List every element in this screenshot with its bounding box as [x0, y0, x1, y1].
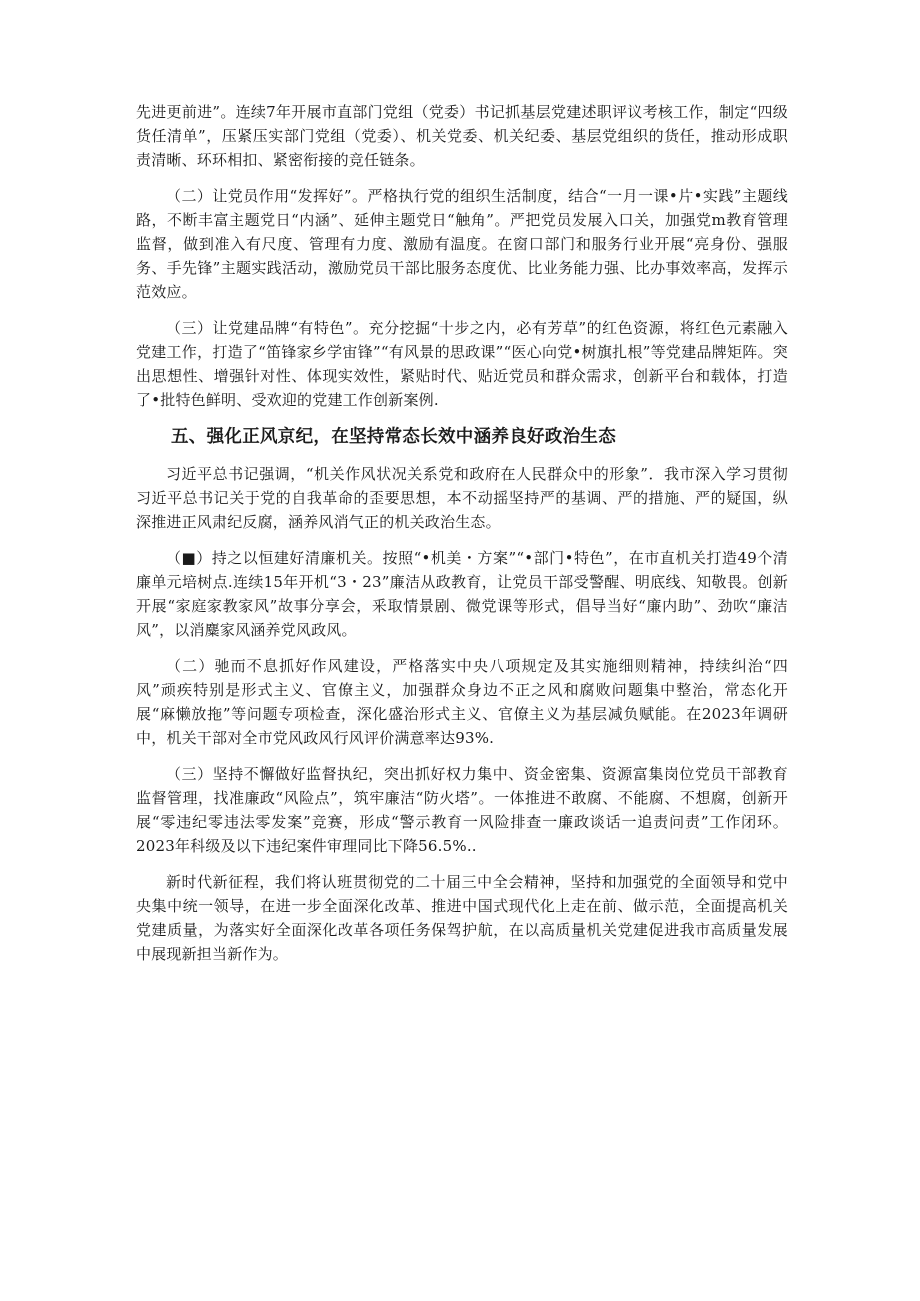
paragraph-clean-organs: （■）持之以恒建好清廉机关。按照“•机美・方案”“•部门•特色”，在市直机关打造49个清廉单元培树点.连续15年开机“3・23”廉洁从政教育，让党员干部受警醒、明底线、知敬畏。创新开展“家庭家教家风”故事分享会，釆取情景剧、微党课等形式，倡导当好“廉内助”、劲吹“廉洁风”，以消麋家风涵养党风政风。 [136, 549, 788, 639]
paragraph-conclusion: 新时代新征程，我们将认班贯彻党的二十届三中全会精神，坚持和加强党的全面领导和党中央集中统一领导，在进一步全面深化改革、推进中国式现代化上走在前、做示范，全面提高机关党建质量，为落实好全面深化改革各项任务保驾护航，在以高质量机关党建促进我市高质量发展中展现新担当新作为。 [136, 873, 788, 963]
paragraph-intro: 习近平总书记强调，“机关作风状况关系党和政府在人民群众中的形象”．我市深入学习贯彻习近平总书记关于党的自我革命的歪要思想，本不动摇坚持严的基调、严的措施、严的疑国，纵深推进正风肃纪反腐，涵养风消气正的机关政治生态。 [136, 465, 788, 531]
paragraph-continuation: 先进更前进”。连续7年开展市直部门党组（党委）书记抓基层党建述职评议考核工作，制定“四级货任清单”，压紧压实部门党组（党委）、机关党委、机关纪委、基层党组织的货任，推动形成职责清晰、环环相扣、紧密衔接的竞任链条。 [136, 103, 788, 169]
document-body [136, 100, 788, 966]
paragraph-party-member-role: （二）让党员作用“发挥好”。严格执行党的组织生活制度，结合“一月一课•片•实践”主题线路，不断丰富主题党日“内涵”、延伸主题党日“触角”。严把党员发展入口关，加强党m教育管理监督，做到准入有尺度、管理有力度、激励有温度。在窗口部门和服务行业开展“亮身份、强服务、手先锋”主题实践活动，激励党员干部比服务态度优、比业务能力强、比办事效率高，发挥示范效应。 [136, 187, 788, 301]
section-heading: 五、强化正风京纪，在坚持常态长效中涵养良好政治生态 [171, 427, 616, 447]
paragraph-work-style: （二）驰而不息抓好作风建设，严格落实中央八项规定及其实施细则精神，持续纠治“四风”顽疾特别是形式主义、官僚主义，加强群众身边不正之风和腐败问题集中整治，常态化开展“麻懒放拖”等问题专项检查，深化盛治形式主义、官僚主义为基层减负赋能。在2023年调研中，机关干部对全市党风政风行风评价满意率达93%. [136, 657, 788, 747]
paragraph-supervision: （三）坚持不懈做好监督执纪，突出抓好权力集中、资金密集、资源富集岗位党员干部教育监督管理，找准廉政“风险点”，筑牢廉洁“防火塔”。一体推进不敢腐、不能腐、不想腐，创新开展“零违纪零违法零发案”竞赛，形成“警示教育一风险排查一廉政谈话一追责问责”工作闭环。2023年科级及以下违纪案件审理同比下降56.5%.. [136, 765, 788, 855]
paragraph-party-brand: （三）让党建品牌“有特色”。充分挖掘“十步之内，必有芳草”的红色资源，将红色元素融入党建工作，打造了“笛锋家乡学宙锋”“有风景的思政课”“医心向党•树旗扎根”等党建品牌矩阵。突出思想性、增强针对性、体现实效性，紧贴时代、贴近党员和群众需求，创新平台和载体，打造了•批特色鲜明、受欢迎的党建工作创新案例. [136, 319, 788, 409]
